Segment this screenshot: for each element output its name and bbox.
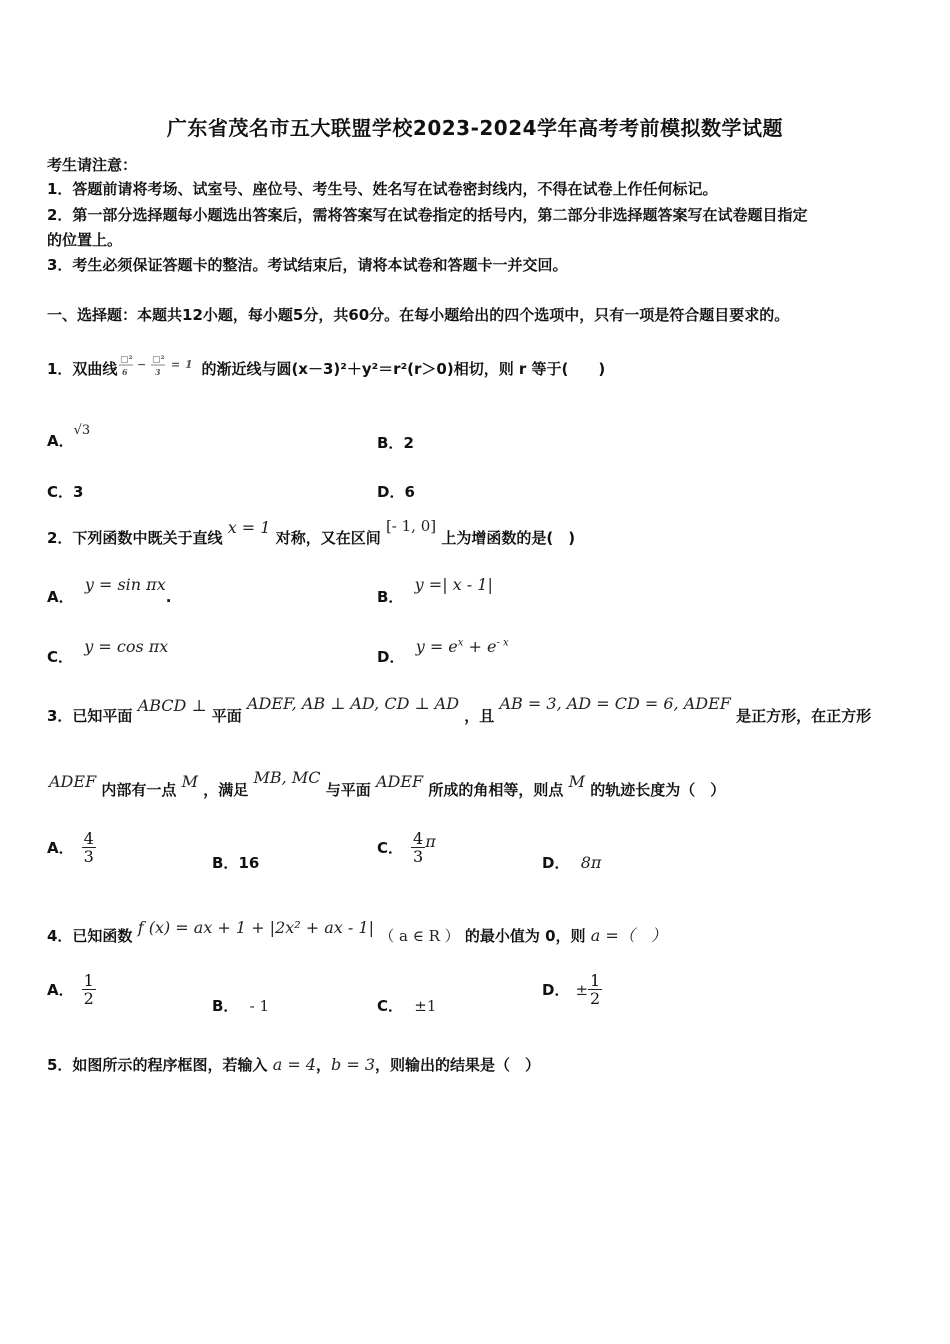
numerator: 4: [83, 829, 94, 848]
fraction: [82, 830, 96, 865]
option-label: D．: [542, 981, 570, 999]
option-value: ±1: [414, 997, 437, 1015]
svg-text:6: 6: [122, 367, 129, 377]
option-value: 2: [403, 434, 414, 452]
q3-text: 与平面: [325, 781, 371, 799]
numerator: 1: [83, 971, 94, 990]
page-title: 广东省茂名市五大联盟学校2023-2024学年高考考前模拟数学试题: [166, 116, 784, 140]
notice-heading: 考生请注意：: [47, 156, 138, 174]
q4-option-d[interactable]: [542, 972, 602, 1007]
q3-text: 内部有一点: [101, 781, 177, 799]
q5-text: ，则输出的结果是（ ）: [375, 1056, 541, 1074]
q3-math: ADEF: [49, 772, 97, 791]
q3-text: 平面: [211, 707, 242, 725]
plus-minus: ±: [575, 980, 589, 999]
q3-option-d[interactable]: [542, 852, 601, 873]
pi-symbol: π: [425, 832, 436, 851]
q2-option-d[interactable]: [377, 637, 509, 667]
q5-text: 5．如图所示的程序框图，若输入: [47, 1056, 268, 1074]
notice-item-1: 1．答题前请将考场、试室号、座位号、考生号、姓名写在试卷密封线内，不得在试卷上作任何标记。: [47, 180, 718, 198]
option-tail: .: [165, 588, 172, 606]
line-equation: x = 1: [227, 518, 271, 537]
q2-option-b[interactable]: [377, 575, 493, 607]
denominator: 2: [590, 989, 601, 1008]
q5-input-a: a = 4: [272, 1055, 316, 1074]
notice-item-2-cont: 的位置上。: [47, 231, 123, 249]
option-label: B．: [377, 588, 404, 606]
option-label: B．: [212, 997, 239, 1015]
q5-input-b: b = 3: [331, 1055, 375, 1074]
q4-text: 4．已知函数: [47, 927, 133, 945]
q3-text: 的轨迹长度为（ ）: [590, 781, 726, 799]
q3-math: ADEF, AB ⊥ AD, CD ⊥ AD: [246, 694, 460, 713]
question-1: [47, 352, 605, 384]
numerator: 4: [413, 829, 424, 848]
q4-condition: （ a ∈ R ）: [379, 927, 460, 945]
q2-option-c[interactable]: [47, 637, 169, 667]
q3-math: ADEF: [375, 772, 424, 791]
question-2-prefix: 2．下列函数中既关于直线: [47, 529, 223, 547]
question-1-suffix: 的渐近线与圆(x－3)²＋y²＝r²(r＞0)相切，则 r 等于( ): [201, 359, 606, 378]
q4-text: 的最小值为 0，则: [464, 927, 586, 945]
q4-ask: a =（ ）: [590, 926, 667, 945]
hyperbola-formula-icon: [119, 352, 199, 384]
option-value: 3: [73, 483, 84, 501]
svg-text:=: =: [171, 358, 181, 371]
q5-sep: ，: [315, 1056, 331, 1074]
option-label: D．: [377, 648, 405, 666]
q3-text: ，且: [464, 707, 495, 725]
q4-option-c[interactable]: [377, 995, 436, 1016]
q3-option-b[interactable]: [212, 852, 259, 873]
denominator: 3: [83, 847, 94, 866]
q3-math: AB = 3, AD = CD = 6, ADEF: [499, 694, 731, 713]
q4-option-a[interactable]: [47, 972, 96, 1007]
option-label: C．: [377, 839, 404, 857]
q1-option-c[interactable]: [47, 481, 83, 502]
option-value: - 1: [249, 997, 270, 1015]
option-value: $y = e^x + e^{- x}$: [415, 637, 509, 656]
option-value: 6: [404, 483, 415, 501]
denominator: 2: [83, 989, 94, 1008]
q1-option-a[interactable]: [47, 423, 91, 451]
q3-math: MB, MC: [253, 768, 321, 787]
question-4: [47, 918, 667, 946]
option-label: D．: [377, 483, 405, 501]
question-3-line-2: [49, 768, 726, 800]
svg-text:3: 3: [155, 367, 162, 377]
q3-text: 是正方形，在正方形: [736, 707, 872, 725]
q3-text: 所成的角相等，则点: [428, 781, 564, 799]
notice-item-2: 2．第一部分选择题每小题选出答案后，需将答案写在试卷指定的括号内，第二部分非选择题答案写在试卷题目指定: [47, 206, 808, 224]
question-3-line-1: [47, 694, 872, 726]
option-label: A．: [47, 839, 74, 857]
q4-function: f (x) = ax + 1 + |2x² + ax - 1|: [137, 918, 374, 937]
fraction: [588, 972, 602, 1007]
svg-text:▢²: ▢²: [152, 355, 165, 365]
q2-option-a[interactable]: [47, 575, 172, 607]
q3-option-a[interactable]: [47, 830, 96, 865]
question-2: [47, 517, 576, 548]
interval: [- 1, 0]: [385, 517, 437, 535]
option-label: C．: [47, 648, 74, 666]
q3-math: M: [181, 772, 199, 791]
option-value-base: y = e: [415, 637, 458, 656]
q4-option-b[interactable]: [212, 995, 269, 1016]
denominator: 3: [413, 847, 424, 866]
hyperbola-formula-image: [119, 352, 199, 384]
q3-text: 3．已知平面: [47, 707, 133, 725]
question-2-suffix: 上为增函数的是( ): [441, 529, 576, 547]
option-label: C．: [377, 997, 404, 1015]
option-value: √3: [73, 423, 91, 438]
section-heading: 一、选择题：本题共12小题，每小题5分，共60分。在每小题给出的四个选项中，只有一项是符合题目要求的。: [47, 306, 790, 324]
option-label: A．: [47, 981, 74, 999]
q1-option-b[interactable]: [377, 432, 414, 453]
option-label: B．: [377, 434, 404, 452]
option-value: y =| x - 1|: [414, 575, 493, 594]
question-1-prefix: 1．双曲线: [47, 359, 118, 378]
q3-math: ABCD ⊥: [137, 696, 207, 715]
option-label: A．: [47, 588, 74, 606]
option-label: B．: [212, 854, 239, 872]
option-label: C．: [47, 483, 74, 501]
option-value: 8π: [580, 853, 602, 872]
option-label: A．: [47, 432, 74, 450]
option-label: D．: [542, 854, 570, 872]
option-value: y = cos πx: [84, 637, 169, 656]
option-value: y = sin πx: [84, 575, 166, 594]
q3-text: ，满足: [203, 781, 249, 799]
q1-option-d[interactable]: [377, 481, 415, 502]
notice-item-3: 3．考生必须保证答题卡的整洁。考试结束后，请将本试卷和答题卡一并交回。: [47, 256, 568, 274]
fraction: [411, 830, 425, 865]
question-5: [47, 1054, 540, 1075]
q3-math: M: [568, 772, 585, 791]
q3-option-c[interactable]: [377, 830, 436, 865]
svg-text:▢²: ▢²: [120, 355, 133, 365]
numerator: 1: [590, 971, 601, 990]
option-value: 16: [238, 854, 260, 872]
fraction: [82, 972, 96, 1007]
svg-text:−: −: [137, 358, 147, 371]
question-2-mid: 对称，又在区间: [275, 529, 381, 547]
svg-text:1: 1: [185, 358, 194, 371]
